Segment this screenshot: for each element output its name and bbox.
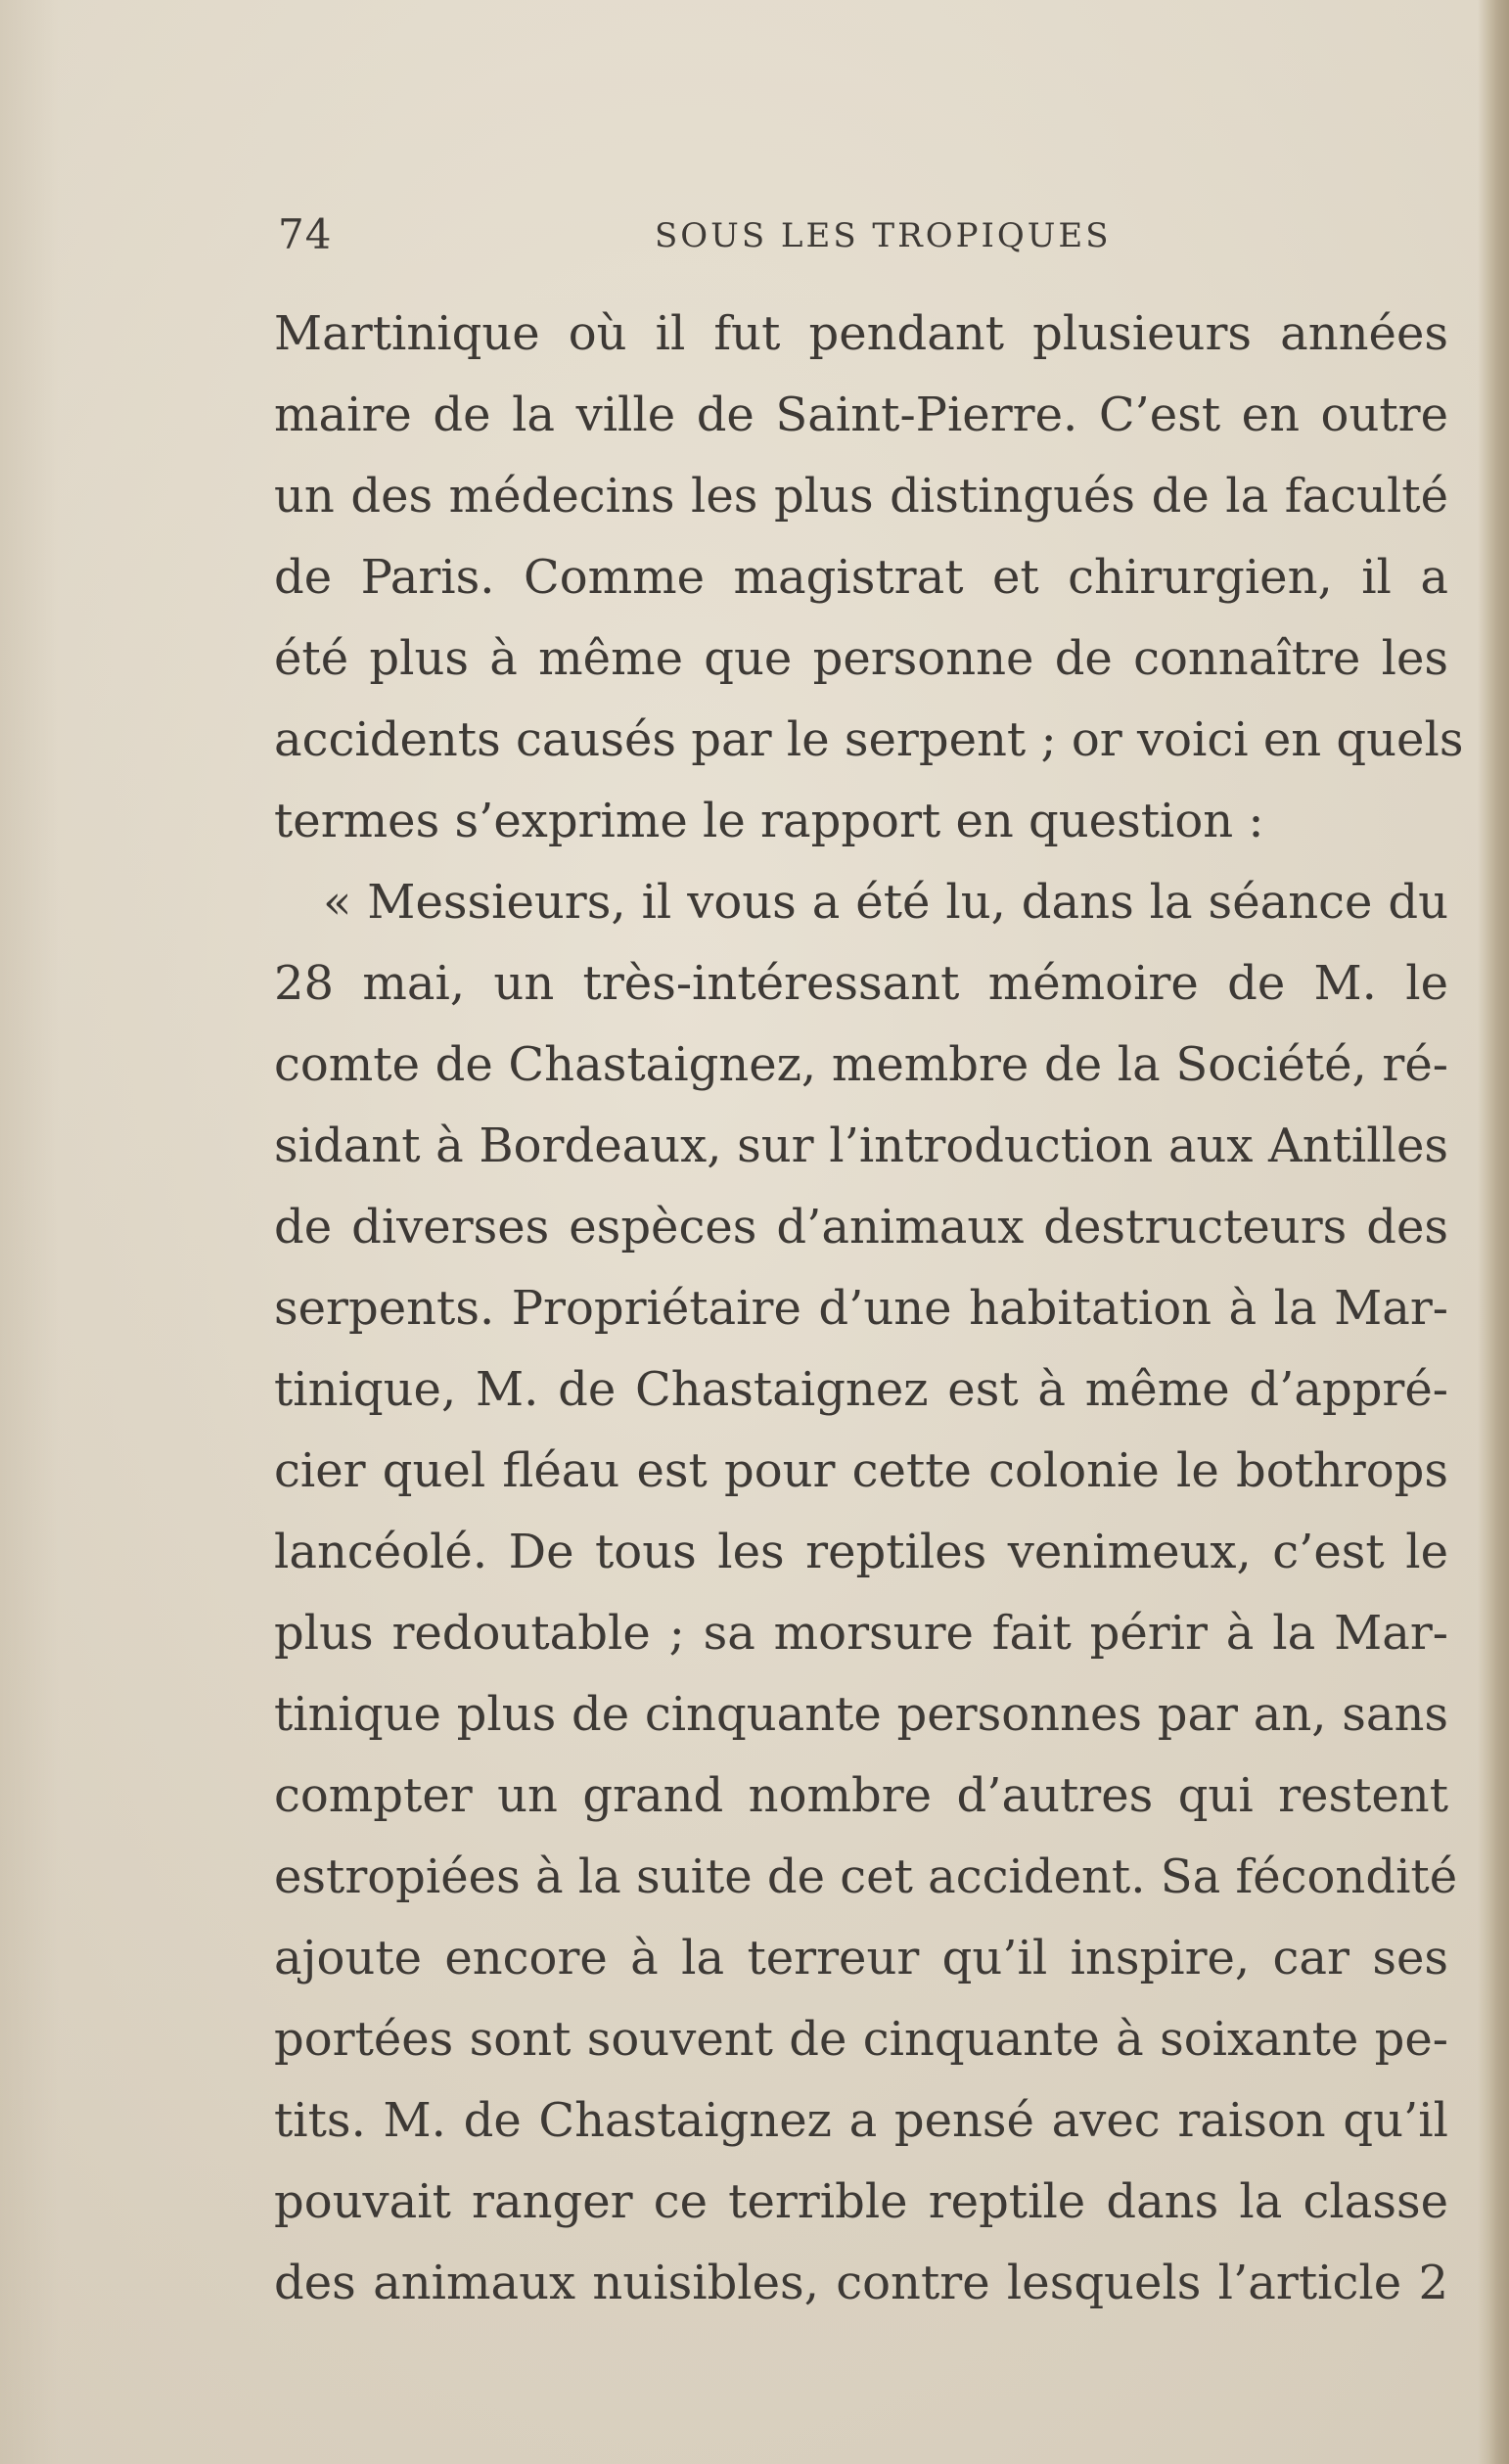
text-line: pouvait ranger ce terrible reptile dans la classe <box>274 2174 1448 2229</box>
page-header <box>278 210 1452 269</box>
spine-shadow <box>0 0 59 2464</box>
text-line: estropiées à la suite de cet accident. Sa fécondité <box>274 1849 1458 1904</box>
text-line: sidant à Bordeaux, sur l’introduction aux Antilles <box>274 1118 1448 1173</box>
text-line: des animaux nuisibles, contre lesquels l’article 2 <box>274 2256 1448 2310</box>
text-line: comte de Chastaignez, membre de la Société, ré- <box>274 1037 1448 1092</box>
text-line: plus redoutable ; sa morsure fait périr à la Mar- <box>274 1606 1448 1661</box>
text-line: un des médecins les plus distingués de la faculté <box>274 469 1448 524</box>
text-line: tits. M. de Chastaignez a pensé avec raison qu’il <box>274 2093 1448 2148</box>
text-line: serpents. Propriétaire d’une habitation à la Mar- <box>274 1281 1448 1336</box>
text-line: tinique plus de cinquante personnes par an, sans <box>274 1687 1448 1742</box>
text-line: de Paris. Comme magistrat et chirurgien, il a <box>274 550 1448 605</box>
text-line: portées sont souvent de cinquante à soixante pe- <box>274 2012 1448 2067</box>
text-line: ajoute encore à la terreur qu’il inspire, car ses <box>274 1931 1448 1985</box>
page-number: 74 <box>278 210 333 258</box>
text-line: Martinique où il fut pendant plusieurs années <box>274 306 1448 361</box>
text-line: 28 mai, un très-intéressant mémoire de M. le <box>274 956 1448 1011</box>
text-line: lancéolé. De tous les reptiles venimeux, c’est le <box>274 1525 1448 1579</box>
text-line: été plus à même que personne de connaître les <box>274 631 1448 686</box>
text-line: accidents causés par le serpent ; or voici en quels <box>274 712 1464 767</box>
text-line: cier quel fléau est pour cette colonie le bothrops <box>274 1443 1448 1498</box>
page-edge <box>1478 0 1509 2464</box>
text-line: de diverses espèces d’animaux destructeurs des <box>274 1200 1448 1255</box>
text-line: « Messieurs, il vous a été lu, dans la séance du <box>323 875 1448 930</box>
text-line: maire de la ville de Saint-Pierre. C’est en outre <box>274 388 1448 442</box>
body-text <box>274 294 1464 2324</box>
text-line: tinique, M. de Chastaignez est à même d’appré- <box>274 1362 1448 1417</box>
text-line: compter un grand nombre d’autres qui restent <box>274 1768 1448 1823</box>
running-head: SOUS LES TROPIQUES <box>655 216 1112 255</box>
text-line: termes s’exprime le rapport en question : <box>274 794 1264 848</box>
